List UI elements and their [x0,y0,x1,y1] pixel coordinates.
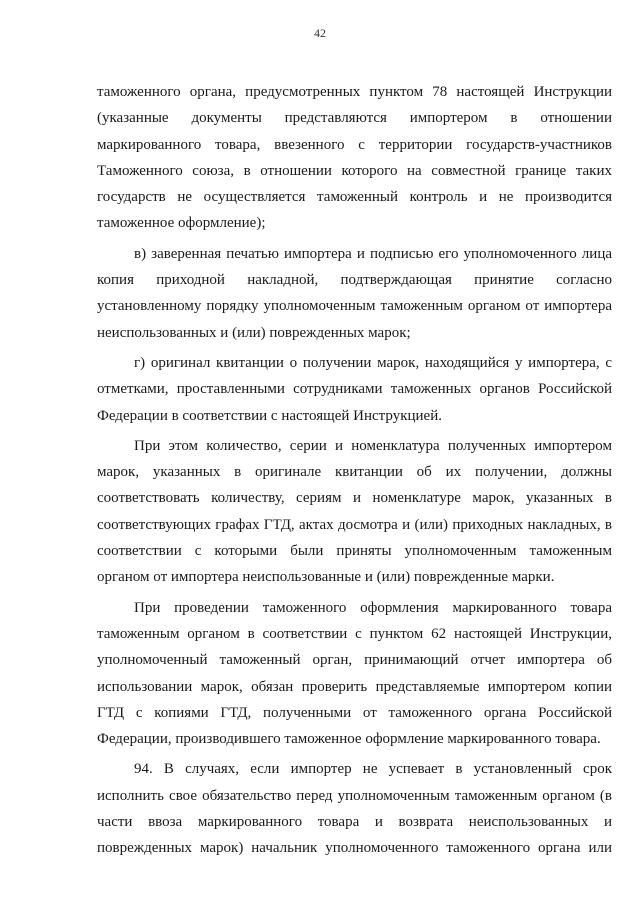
paragraph-94: 94. В случаях, если импортер не успевает в установленный срок исполнить свое обязательство перед уполномоченным таможенным органом (в части ввоза маркированного товара и возврата неиспользованных и поврежденных марок) начальник уполномоченного таможенного органа или [97,761,612,857]
paragraph-customs-clearance: При проведении таможенного оформления маркированного товара таможенным органом в соответствии с пунктом 62 настоящей Инструкции, уполномоченный таможенный орган, принимающий отчет импортера об использовании марок, обязан проверить представляемые импортером копии ГТД с копиями ГТД, полученными от таможенного органа Российской Федерации, производившего таможенное оформление маркированного товара. [97,599,612,748]
page-number: 42 [314,26,326,40]
document-body [97,79,612,866]
paragraph-quantity-requirement: При этом количество, серии и номенклатура полученных импортером марок, указанных в оригинале квитанции об их получении, должны соответствовать количеству, сериям и номенклатуре марок, указанных в соответствующих графах ГТД, актах досмотра и (или) приходных накладных, в соответствии с которыми были приняты уполномоченным таможенным органом от импортера неиспользованные и (или) поврежденные марки. [97,437,612,586]
paragraph-item-v: в) заверенная печатью импортера и подписью его уполномоченного лица копия приходной накладной, подтверждающая принятие согласно установленному порядку уполномоченным таможенным органом от импортера неиспользованных и (или) поврежденных марок; [97,245,612,341]
paragraph-item-g: г) оригинал квитанции о получении марок, находящийся у импортера, с отметками, проставленными сотрудниками таможенных органов Российской Федерации в соответствии с настоящей Инструкцией. [97,354,612,424]
paragraph-continuation: таможенного органа, предусмотренных пунктом 78 настоящей Инструкции (указанные документы представляются импортером в отношении маркированного товара, ввезенного с территории государств-участников Таможенного союза, в отношении которого на совместной границе таких государств не осуществляется таможенный контроль и не производится таможенное оформление); [97,84,612,232]
